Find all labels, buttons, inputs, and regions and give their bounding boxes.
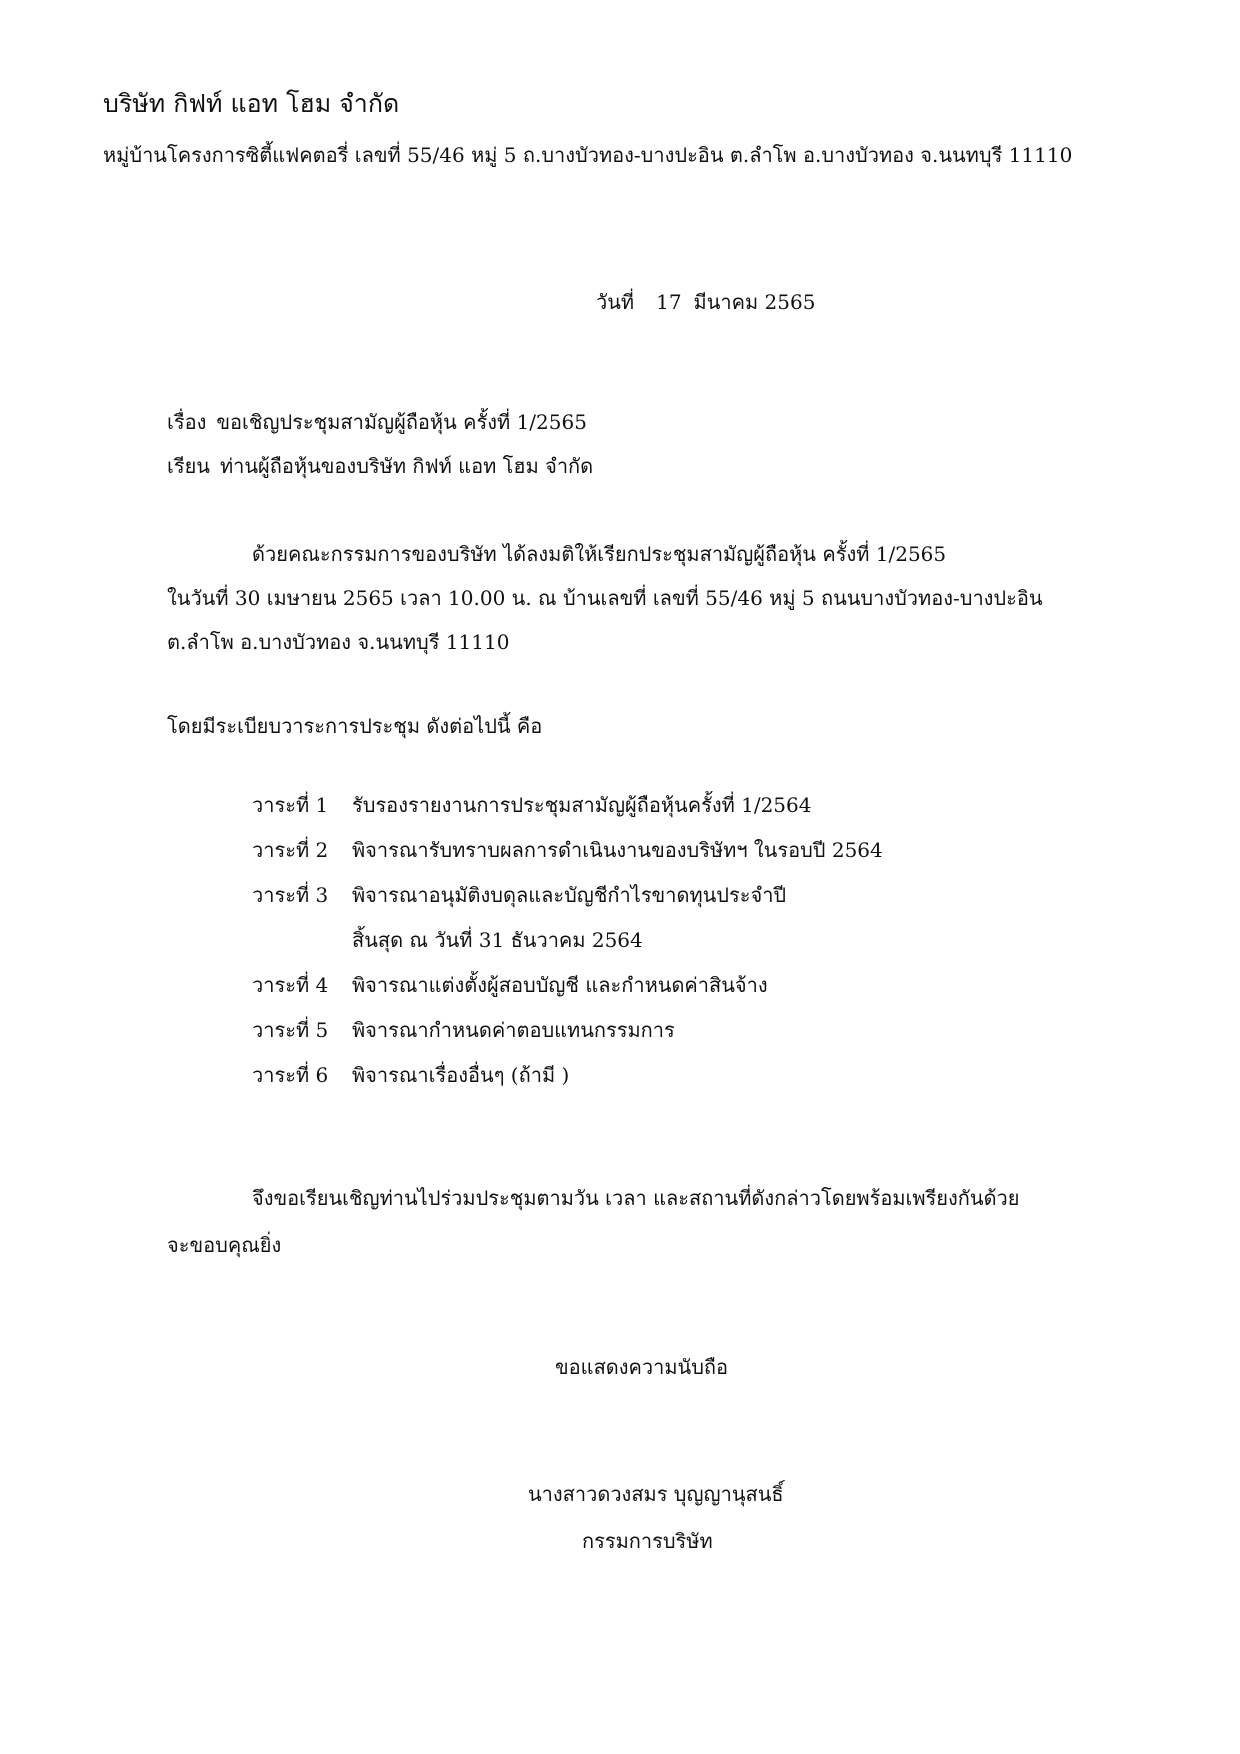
body-paragraph-line-3: ต.ลำโพ อ.บางบัวทอง จ.นนทบุรี 11110 (167, 630, 510, 654)
agenda-item-1 (252, 795, 883, 840)
regards-text: ขอแสดงความนับถือ (555, 1355, 729, 1379)
date-label: วันที่ (596, 290, 635, 314)
date-month-year: มีนาคม 2565 (693, 290, 816, 314)
subject-line (167, 412, 587, 432)
agenda-text: พิจารณารับทราบผลการดำเนินงานของบริษัทฯ ในรอบปี 2564 (352, 838, 883, 862)
agenda-text: พิจารณาแต่งตั้งผู้สอบบัญชี และกำหนดค่าสินจ้าง (352, 973, 768, 997)
subject-text: ขอเชิญประชุมสามัญผู้ถือหุ้น ครั้งที่ 1/2565 (216, 410, 587, 434)
agenda-text (352, 885, 786, 975)
agenda-item-2 (252, 840, 883, 885)
body-paragraph-line-2: ในวันที่ 30 เมษายน 2565 เวลา 10.00 น. ณ บ้านเลขที่ เลขที่ 55/46 หมู่ 5 ถนนบางบัวทอง-บางปะอิน (167, 586, 1043, 610)
closing-line-2: จะขอบคุณยิ่ง (167, 1233, 282, 1257)
closing-line-1: จึงขอเรียนเชิญท่านไปร่วมประชุมตามวัน เวลา และสถานที่ดังกล่าวโดยพร้อมเพรียงกันด้วย (252, 1186, 1020, 1210)
body-paragraph-line-1: ด้วยคณะกรรมการของบริษัท ได้ลงมติให้เรียกประชุมสามัญผู้ถือหุ้น ครั้งที่ 1/2565 (252, 542, 947, 566)
agenda-number: วาระที่ 4 (252, 973, 329, 997)
agenda-text: รับรองรายงานการประชุมสามัญผู้ถือหุ้นครั้งที่ 1/2564 (352, 793, 812, 817)
subject-label: เรื่อง (167, 410, 207, 434)
agenda-text: พิจารณากำหนดค่าตอบแทนกรรมการ (352, 1018, 675, 1042)
agenda-item-4 (252, 975, 883, 1020)
signer-title: กรรมการบริษัท (582, 1529, 713, 1553)
agenda-item-3 (252, 885, 883, 975)
agenda-number: วาระที่ 3 (252, 883, 329, 907)
agenda-text-line-1: พิจารณาอนุมัติงบดุลและบัญชีกำไรขาดทุนประจำปี (352, 883, 787, 907)
agenda-text: พิจารณาเรื่องอื่นๆ (ถ้ามี ) (352, 1063, 570, 1087)
salutation-label: เรียน (167, 454, 210, 478)
date-day: 17 (656, 290, 682, 314)
agenda-number: วาระที่ 5 (252, 1018, 329, 1042)
agenda-intro: โดยมีระเบียบวาระการประชุม ดังต่อไปนี้ คือ (167, 714, 543, 738)
agenda-number: วาระที่ 1 (252, 793, 329, 817)
agenda-number: วาระที่ 6 (252, 1063, 329, 1087)
salutation-text: ท่านผู้ถือหุ้นของบริษัท กิฟท์ แอท โฮม จำกัด (219, 454, 594, 478)
agenda-list (252, 795, 883, 1110)
letter-date (596, 292, 815, 312)
signer-name: นางสาวดวงสมร บุญญานุสนธิ์ (528, 1482, 784, 1506)
agenda-text-line-2: สิ้นสุด ณ วันที่ 31 ธันวาคม 2564 (352, 928, 643, 952)
agenda-item-6 (252, 1065, 883, 1110)
salutation-line (167, 456, 593, 476)
company-address: หมู่บ้านโครงการซิตี้แฟคตอรี่ เลขที่ 55/46 หมู่ 5 ถ.บางบัวทอง-บางปะอิน ต.ลำโพ อ.บางบัวทอง จ.นนทบุรี 11110 (103, 143, 1073, 167)
agenda-item-5 (252, 1020, 883, 1065)
agenda-number: วาระที่ 2 (252, 838, 329, 862)
company-name: บริษัท กิฟท์ แอท โฮม จำกัด (103, 89, 400, 118)
